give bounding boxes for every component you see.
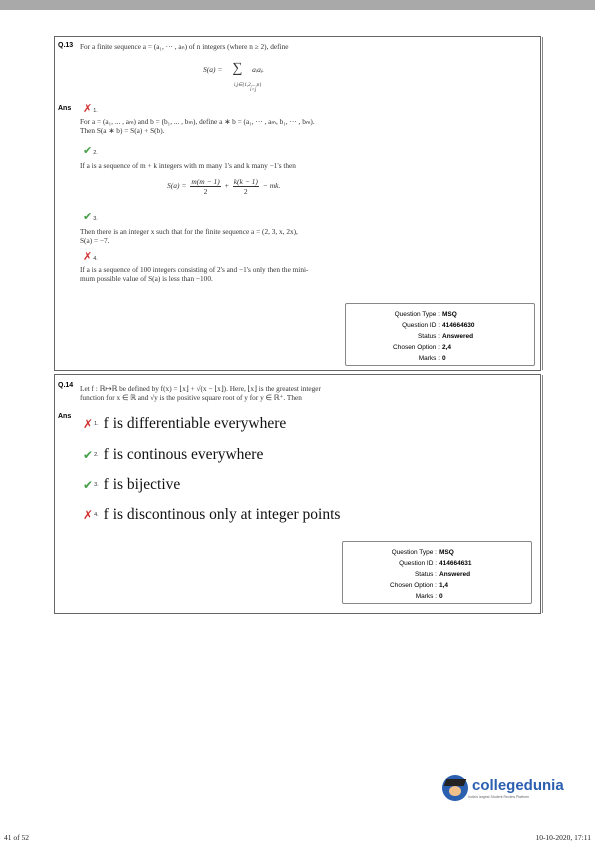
option-1-text: For a = (a₁, ... , aₘ) and b = (b₁, ... , bₘ), define a ∗ b = (a₁, ··· , aₘ, b₁, ··· , bₘ). [80,117,315,126]
chosen-option-label: Chosen Option : [393,344,440,351]
option-number: 3. [94,482,99,488]
question-type-label: Question Type : [394,311,440,318]
option-1-text: Then S(a ∗ b) = S(a) + S(b). [80,126,165,135]
formula-lhs: S(a) = [203,65,223,74]
option-3-text: S(a) = −7. [80,236,110,245]
option-text: f is differentiable everywhere [103,415,287,432]
option-number: 4. [93,256,98,262]
option-3-text: Then there is an integer x such that for the finite sequence a = (2, 3, x, 2x), [80,227,298,236]
sum-subscript: i,j∈{1,2,...,n} [234,83,262,88]
option-1 [83,415,286,433]
chosen-option-value: 2,4 [442,344,452,351]
print-datetime: 10-10-2020, 17:11 [535,833,591,842]
option-4-text: mum possible value of S(a) is less than −100. [80,274,213,283]
question-id-value: 414664630 [442,322,475,329]
status-value: Answered [442,333,474,340]
option-3 [83,476,180,494]
option-text: f is bijective [103,476,181,493]
definition-formula [203,61,264,77]
question-id-label: Question ID : [399,560,437,567]
question-14-panel [54,374,541,614]
option-1-marker [83,103,98,114]
option-2-text: If a is a sequence of m + k integers with m many 1's and k many −1's then [80,161,296,170]
cross-icon: ✗ [83,250,93,263]
option-4 [83,506,340,524]
status-label: Status : [417,333,440,340]
cross-icon: ✗ [83,417,94,431]
question-type-label: Question Type : [391,549,437,556]
checkmark-icon: ✔ [83,144,93,157]
sigma-symbol: ∑ [232,61,243,76]
option-4-marker [83,251,98,262]
collegedunia-logo [442,775,564,801]
question-stem: function for x ∈ ℝ and √y is the positive square root of y for y ∈ ℝ⁺. Then [80,393,302,402]
question-id-value: 414664631 [439,560,472,567]
marks-value: 0 [439,593,443,600]
option-number: 1. [93,108,98,114]
graduate-avatar-icon [442,775,468,801]
option-text: f is discontinous only at integer points [103,506,341,523]
option-number: 4. [94,512,99,518]
option-number: 2. [93,150,98,156]
logo-tagline: India's largest Student Review Platform [468,794,529,799]
answer-label: Ans [58,105,72,112]
question-type-value: MSQ [439,549,454,556]
top-bar [0,0,595,10]
option-2-formula [167,177,280,196]
checkmark-icon: ✔ [83,210,93,223]
chosen-option-value: 1,4 [439,582,449,589]
question-id-label: Question ID : [402,322,440,329]
fraction-m [190,177,220,196]
divider-line [542,375,543,613]
option-text: f is continous everywhere [103,446,264,463]
fraction-denominator: 2 [243,187,248,196]
question-number: Q.14 [58,382,74,389]
question-stem: For a finite sequence a = (a₁, ··· , aₙ) of n integers (where n ≥ 2), define [80,42,289,51]
marks-value: 0 [442,355,446,362]
checkmark-icon: ✔ [83,448,94,462]
divider-line [542,37,543,370]
question-stem: Let f : ℝ↦ℝ be defined by f(x) = ⌊x⌋ + √(x − ⌊x⌋). Here, ⌊x⌋ is the greatest integer [80,384,321,393]
question-type-value: MSQ [442,311,457,318]
option-3-marker [83,211,98,222]
question-info-box [342,541,532,604]
option-number: 2. [94,452,99,458]
marks-label: Marks : [418,355,440,362]
chosen-option-label: Chosen Option : [390,582,437,589]
question-13-panel [54,36,541,371]
cross-icon: ✗ [83,508,94,522]
fraction-numerator: m(m − 1) [191,177,220,186]
formula-body: aᵢaⱼ. [252,65,265,74]
option-2 [83,446,263,464]
checkmark-icon: ✔ [83,478,94,492]
plus-sign: + [224,181,229,191]
fraction-denominator: 2 [203,187,208,196]
formula-rest: − mk. [262,181,281,191]
page-number: 41 of 52 [4,833,29,842]
cross-icon: ✗ [83,102,93,115]
question-number: Q.13 [58,42,74,49]
option-4-text: If a is a sequence of 100 integers consisting of 2's and −1's only then the mini- [80,265,309,274]
option-number: 1. [94,421,99,427]
question-info-box [345,303,535,366]
answer-label: Ans [58,413,72,420]
status-label: Status : [414,571,437,578]
sum-subscript-condition: i<j [250,88,257,93]
logo-name: collegedunia [472,776,564,794]
fraction-numerator: k(k − 1) [233,177,258,186]
option-2-marker [83,145,98,156]
marks-label: Marks : [415,593,437,600]
option-number: 3. [93,216,98,222]
formula-lhs: S(a) = [167,181,187,191]
fraction-k [233,177,259,196]
status-value: Answered [439,571,471,578]
